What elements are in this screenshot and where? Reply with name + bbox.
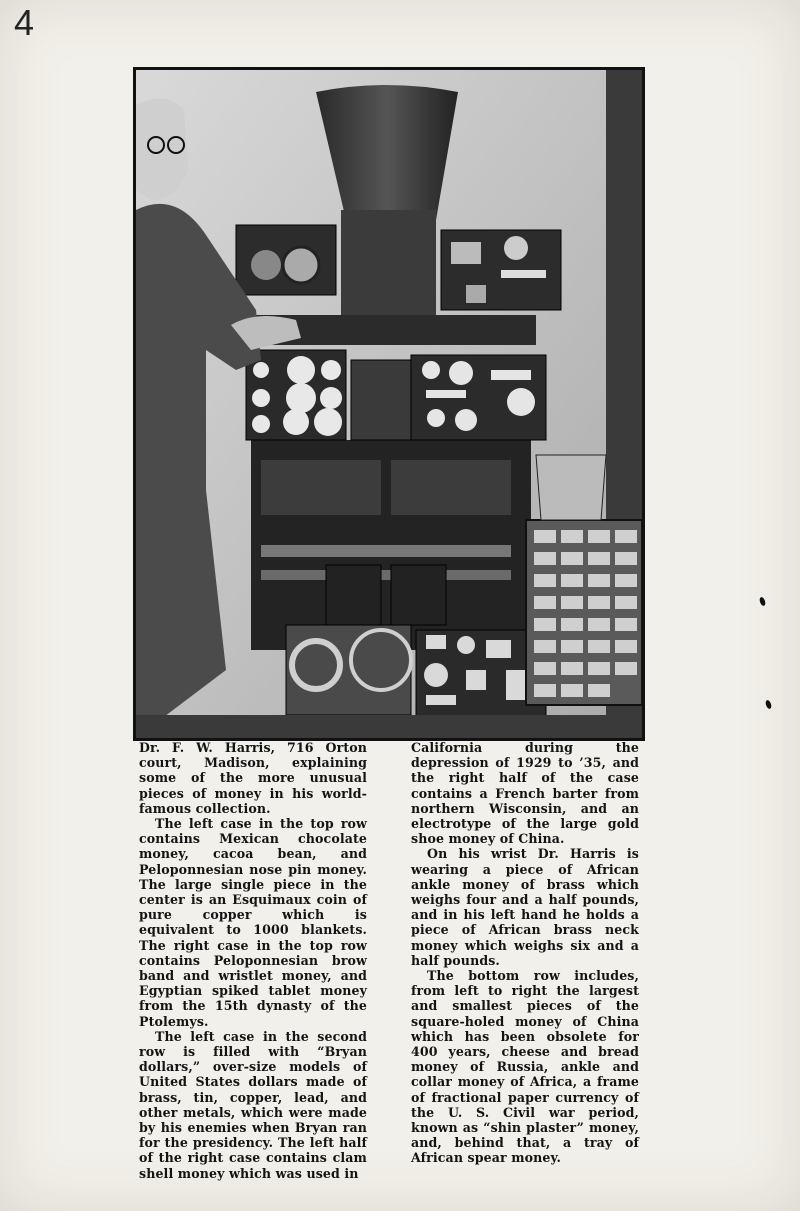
caption-paragraph: The left case in the top row contains Mexican chocolate money, cacoa bean, and Peloponnesian nose pin money. The large single piece in the center is an Esquimaux coin of pure copper which is equivalent to 1000 blankets. The right case in the top row contains Peloponnesian brow band and wristlet money, and Egyptian spiked tablet money from the 15th dynasty of the Ptolemys.: [139, 816, 367, 1029]
caption-column-left: [139, 740, 367, 1181]
margin-ink-mark: [759, 596, 767, 606]
photo-illustration: [136, 70, 642, 738]
caption-paragraph: The left case in the second row is filled with “Bryan dollars,” over-size models of United States dollars made of brass, tin, copper, lead, and other metals, which were made by his enemies when Bryan ran for the presidency. The left half of the right case contains clam shell money which was used in: [139, 1028, 367, 1181]
caption-paragraph: The bottom row includes, from left to right the largest and smallest pieces of the square-holed money of China which has been obsolete for 400 years, cheese and bread money of Russia, ankle and collar money of Africa, a frame of fractional paper currency of the U. S. Civil war period, known as “shin plaster” money, and, behind that, a tray of African spear money.: [411, 968, 639, 1166]
newspaper-photo: [133, 67, 645, 741]
caption-column-right: [411, 740, 639, 1166]
caption-paragraph: California during the depression of 1929 to ’35, and the right half of the case contains a French barter from northern Wisconsin, and an electrotype of the large gold shoe money of China.: [411, 740, 639, 847]
caption-paragraph: Dr. F. W. Harris, 716 Orton court, Madison, explaining some of the more unusual pieces of money in his world-famous collection.: [139, 740, 367, 816]
margin-ink-mark: [765, 699, 773, 709]
page-number-mark: 4: [14, 2, 33, 43]
caption-paragraph: On his wrist Dr. Harris is wearing a piece of African ankle money of brass which weighs four and a half pounds, and in his left hand he holds a piece of African brass neck money which weighs six and a half pounds.: [411, 846, 639, 968]
